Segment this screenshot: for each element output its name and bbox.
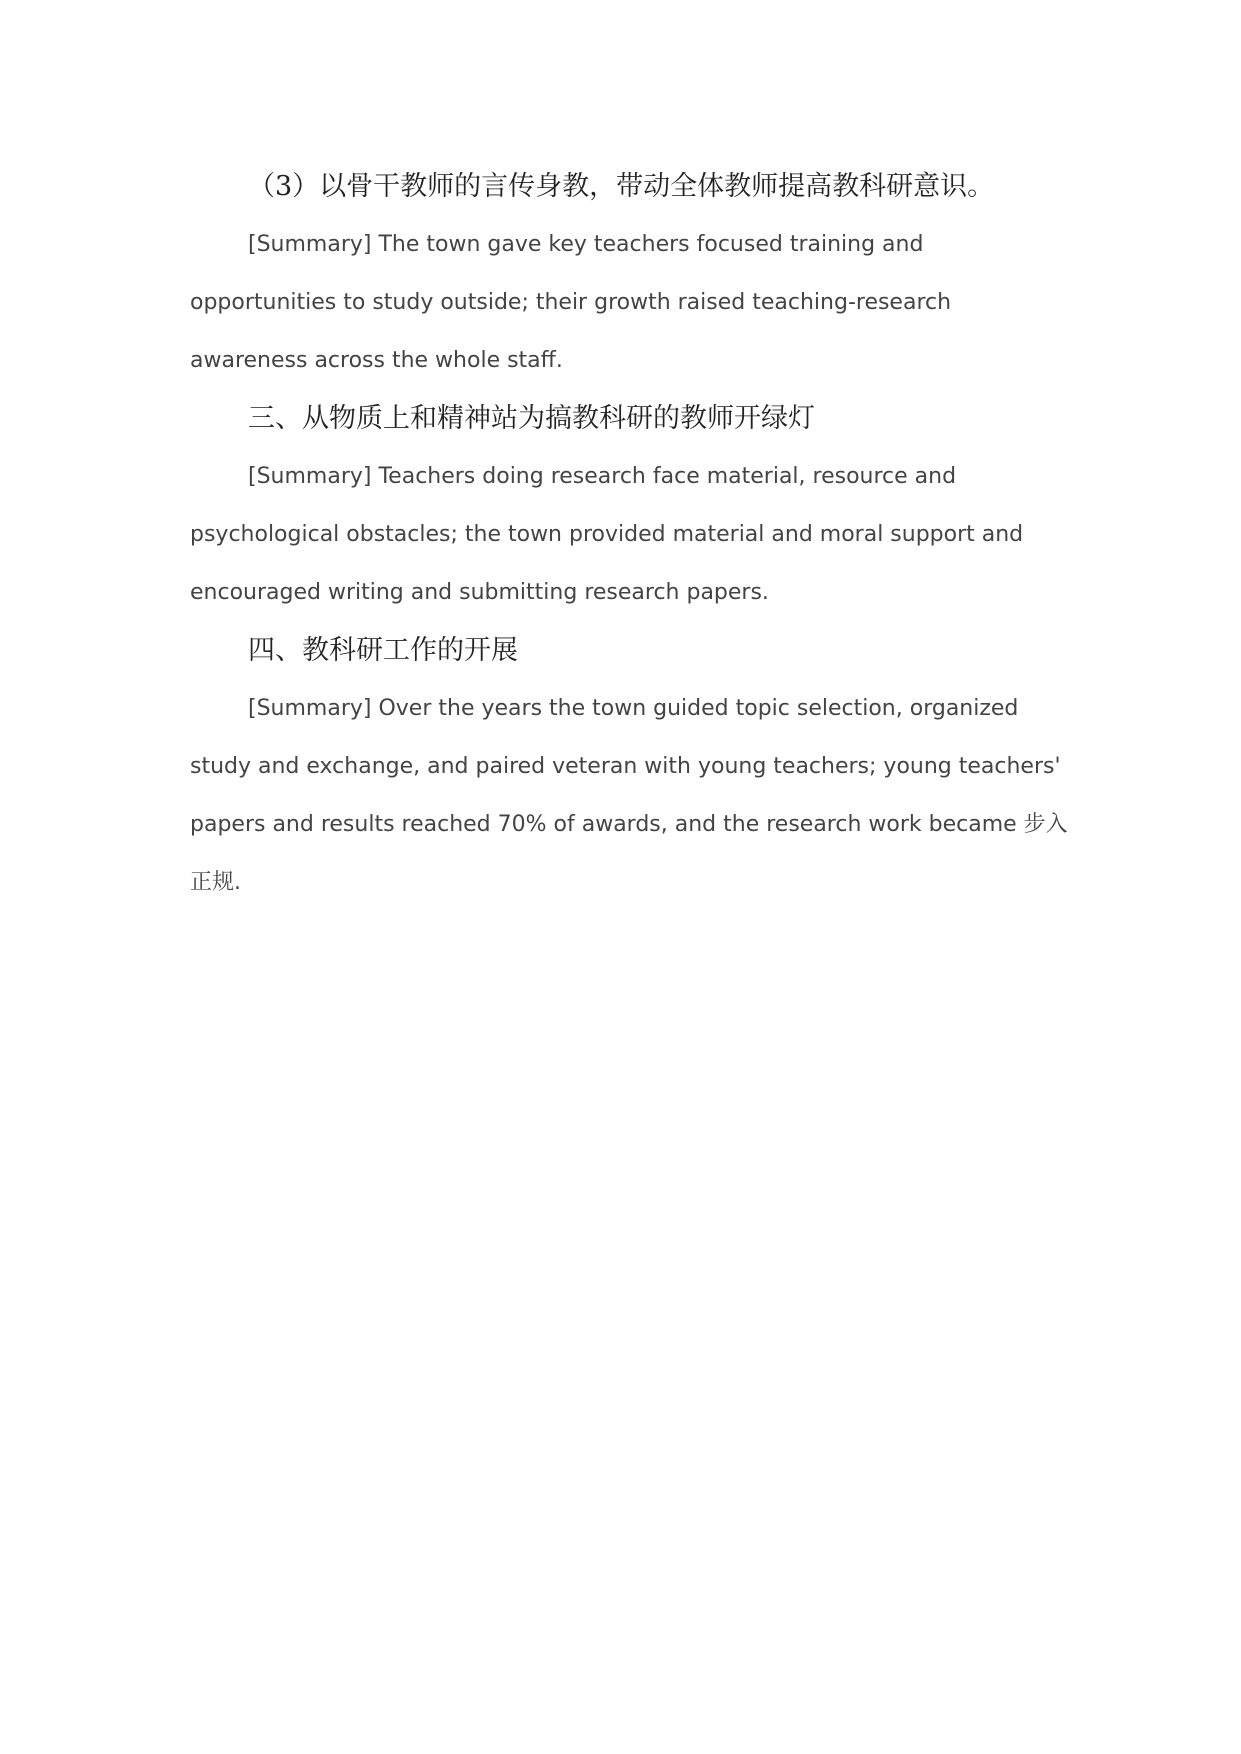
paragraph-summary: [Summary] The town gave key teachers focused training and opportunities to study outside; their growth raised teaching-research awareness across the whole staff. (190, 232, 952, 373)
document-body (190, 158, 1070, 912)
section-heading-3: （3）以骨干教师的言传身教，带动全体教师提高教科研意识。 (248, 171, 995, 202)
paragraph-summary: [Summary] Over the years the town guided topic selection, organized study and exchange, and paired veteran with young teachers; young teachers' papers and results reached 70% of awards, and the research work became 步入正规. (190, 696, 1068, 895)
section-heading-four: 四、教科研工作的开展 (248, 635, 518, 666)
paragraph-summary: [Summary] Teachers doing research face material, resource and psychological obstacles; the town provided material and moral support and encouraged writing and submitting research papers. (190, 464, 1024, 605)
section-heading-three: 三、从物质上和精神站为搞教科研的教师开绿灯 (248, 403, 815, 434)
